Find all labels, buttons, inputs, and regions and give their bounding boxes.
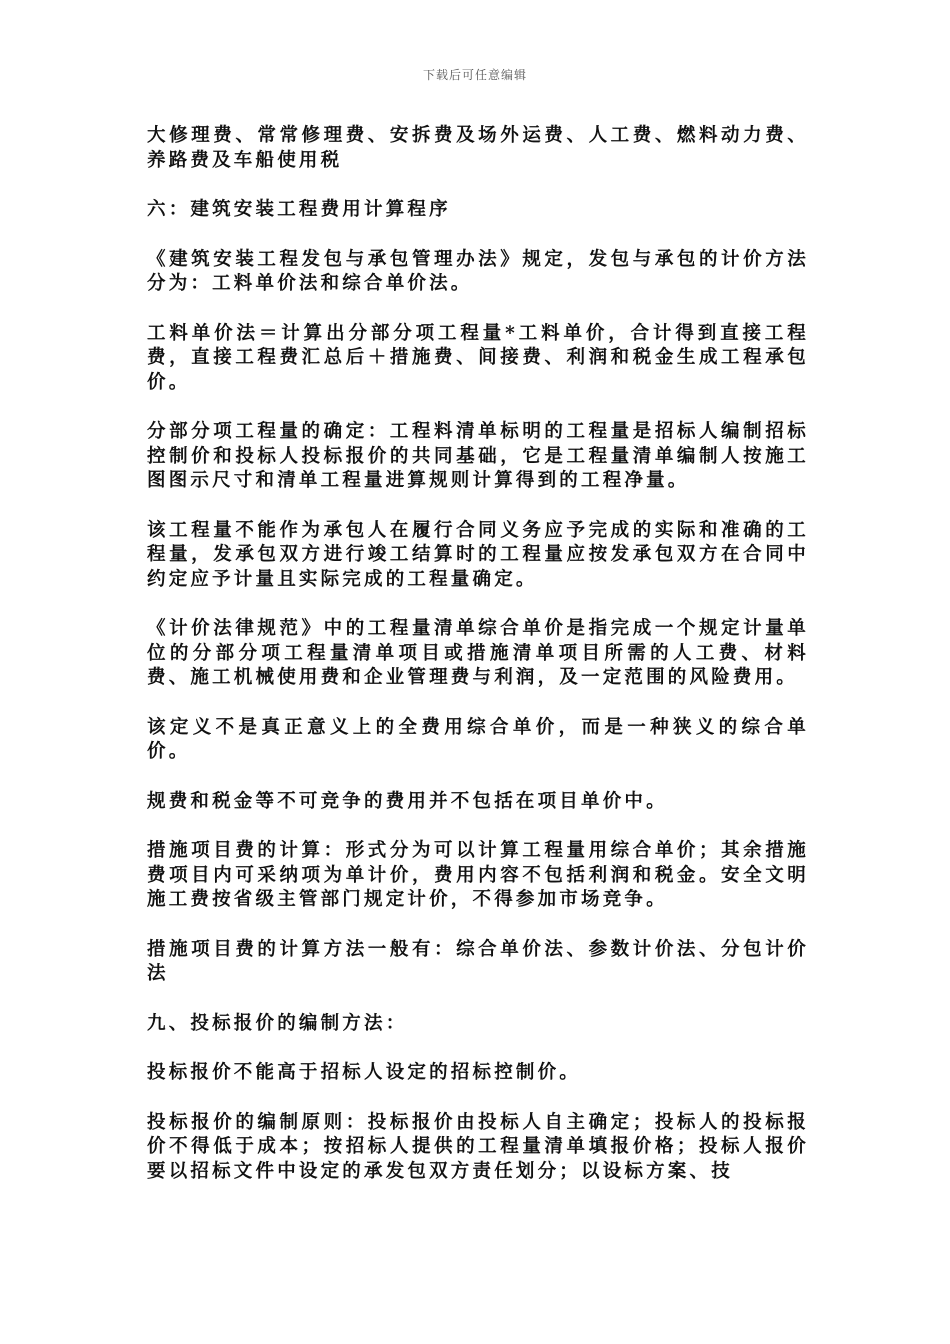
paragraph: 该定义不是真正意义上的全费用综合单价，而是一种狭义的综合单价。 <box>147 716 809 762</box>
paragraph: 规费和税金等不可竞争的费用并不包括在项目单价中。 <box>147 790 668 812</box>
paragraph: 《建筑安装工程发包与承包管理办法》规定，发包与承包的计价方法分为：工料单价法和综合单价法。 <box>147 248 809 294</box>
paragraph: 该工程量不能作为承包人在履行合同义务应予完成的实际和准确的工程量，发承包双方进行竣工结算时的工程量应按发承包双方在合同中约定应予计量且实际完成的工程量确定。 <box>147 519 809 590</box>
paragraph: 措施项目费的计算：形式分为可以计算工程量用综合单价；其余措施费项目内可采纳项为单计价，费用内容不包括利润和税金。安全文明施工费按省级主管部门规定计价，不得参加市场竞争。 <box>147 840 809 910</box>
section-heading: 六：建筑安装工程费用计算程序 <box>147 199 451 220</box>
page-header: 下载后可任意编辑 <box>422 68 527 82</box>
paragraph: 工料单价法＝计算出分部分项工程量*工料单价，合计得到直接工程费，直接工程费汇总后＋措施费、间接费、利润和税金生成工程承包价。 <box>147 322 809 393</box>
section-heading: 九、投标报价的编制方法： <box>147 1012 408 1034</box>
paragraph: 措施项目费的计算方法一般有：综合单价法、参数计价法、分包计价法 <box>147 938 809 984</box>
paragraph: 投标报价的编制原则：投标报价由投标人自主确定；投标人的投标报价不得低于成本；按招标人提供的工程量清单填报价格；投标人报价要以招标文件中设定的承发包双方责任划分；以设标方案、技 <box>147 1111 809 1182</box>
paragraph: 《计价法律规范》中的工程量清单综合单价是指完成一个规定计量单位的分部分项工程量清单项目或措施清单项目所需的人工费、材料费、施工机械使用费和企业管理费与利润，及一定范围的风险费用。 <box>147 618 809 688</box>
document-body <box>147 124 809 1209</box>
paragraph: 分部分项工程量的确定：工程料清单标明的工程量是招标人编制招标控制价和投标人投标报价的共同基础，它是工程量清单编制人按施工图图示尺寸和清单工程量进算规则计算得到的工程净量。 <box>147 421 809 491</box>
paragraph: 大修理费、常常修理费、安拆费及场外运费、人工费、燃料动力费、养路费及车船使用税 <box>147 125 809 171</box>
paragraph: 投标报价不能高于招标人设定的招标控制价。 <box>147 1062 582 1083</box>
